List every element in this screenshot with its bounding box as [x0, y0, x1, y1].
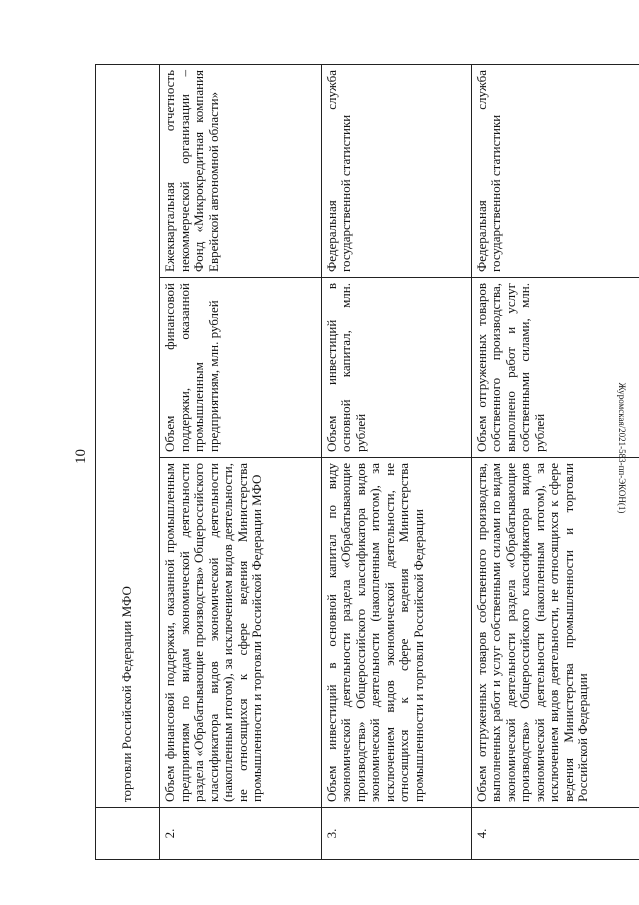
row-number: 2.	[160, 808, 322, 860]
indicator-text: Объем финансовой поддержки, оказанной промышленным предприятиям по видам экономической деятельности раздела «Обрабатывающие производства» Общероссийского классификатора видов экономической деятельности (накопленным итогом), за исключением видов деятельности, не относящихся к сфере ведения Министерства промышленности и торговли Российской Федерации МФО	[160, 458, 322, 808]
row-number: 4.	[471, 808, 639, 860]
indicator-name: Объем инвестиций в основной капитал, млн. рублей	[321, 278, 471, 458]
document-code: Журомская/2021-583-пп-ЭКОН(1)	[617, 382, 627, 514]
table-row	[321, 64, 471, 859]
indicators-table	[95, 64, 639, 860]
header-continuation: торговли Российской Федерации МФО	[96, 64, 160, 807]
row-number: 3.	[321, 808, 471, 860]
table-row	[96, 64, 160, 859]
indicator-name: Объем финансовой поддержки, оказанной промышленным предприятиям, млн. рублей	[160, 278, 322, 458]
table-row	[471, 64, 639, 859]
data-source: Федеральная служба государственной статистики	[321, 64, 471, 277]
indicator-name: Объем отгруженных товаров собственного производства, выполнено работ и услуг собственными силами, млн. рублей	[471, 278, 639, 458]
rotated-table-container	[95, 65, 639, 860]
data-source: Федеральная служба государственной статистики	[471, 64, 639, 277]
data-source: Ежеквартальная отчетность некоммерческой организации – Фонд «Микрокредитная компания Еврейской автономной области»	[160, 64, 322, 277]
table-row	[160, 64, 322, 859]
page-number: 10	[73, 449, 89, 464]
indicator-text: Объем инвестиций в основной капитал по виду экономической деятельности раздела «Обрабатывающие производства» Общероссийского классификатора видов экономической деятельности (накопленным итогом), за исключением видов экономической деятельности, не относящихся к сфере ведения Министерства промышленности и торговли Российской Федерации	[321, 458, 471, 808]
table-cell	[96, 808, 160, 860]
indicator-text: Объем отгруженных товаров собственного производства, выполненных работ и услуг собственными силами по видам экономической деятельности раздела «Обрабатывающие производства» Общероссийского классификатора видов экономической деятельности (накопленным итогом), за исключением видов деятельности, не относящихся к сфере ведения Министерства промышленности и торговли Российской Федерации	[471, 458, 639, 808]
